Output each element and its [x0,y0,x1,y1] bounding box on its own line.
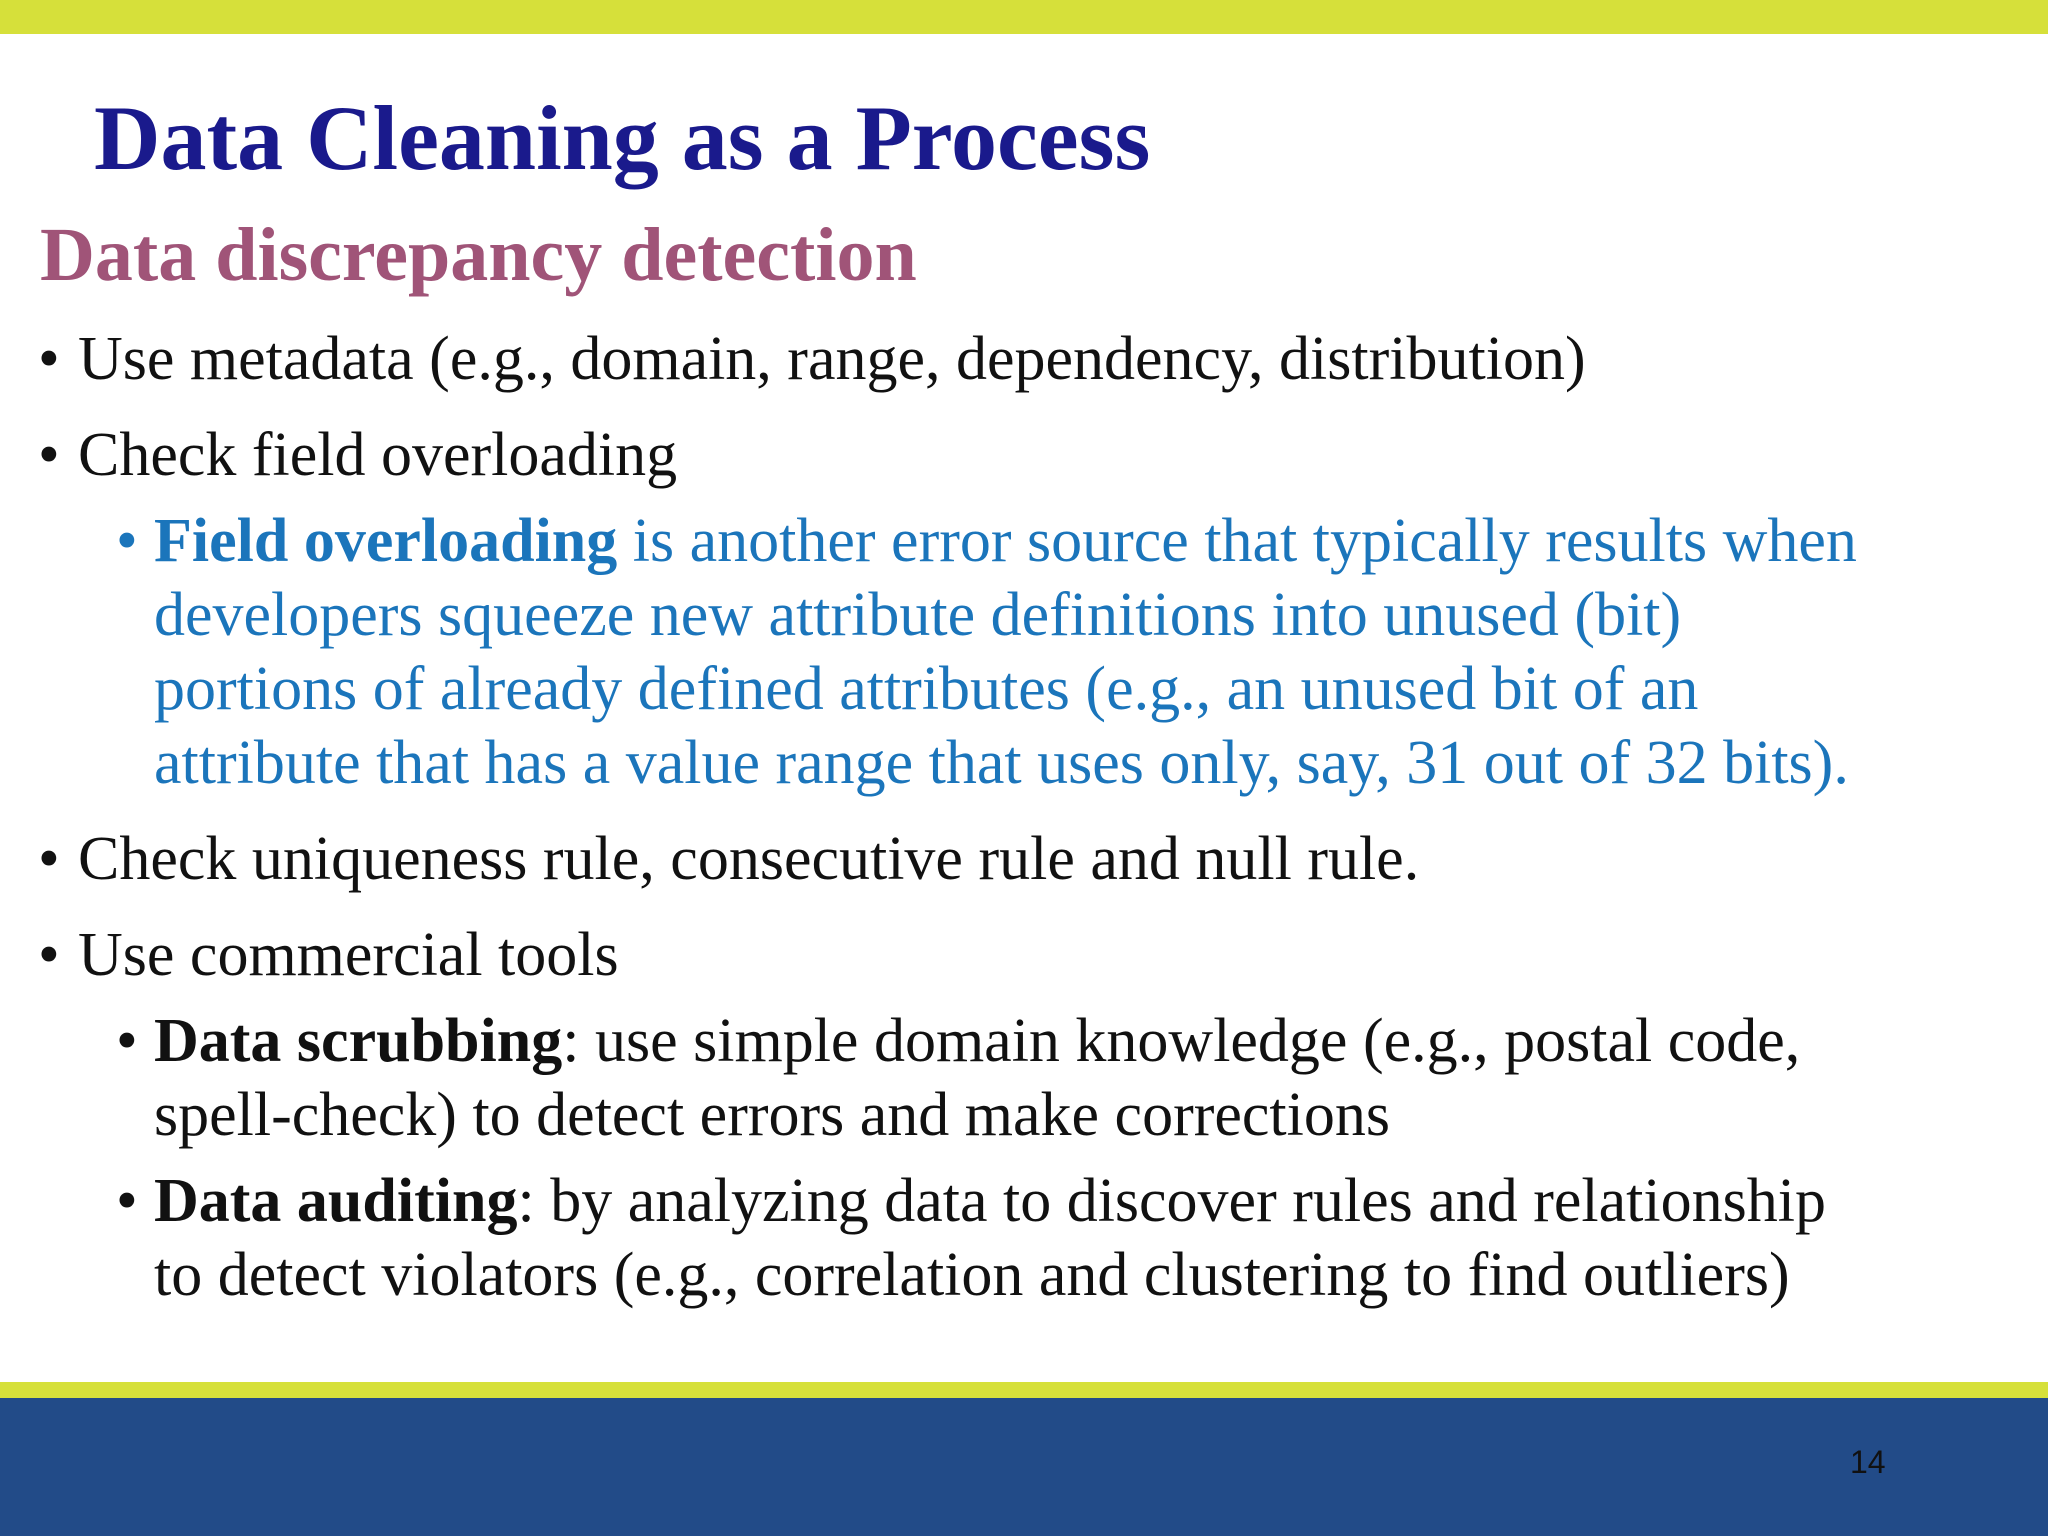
subbullet-line [154,1164,2034,1238]
bullet-text: Check uniqueness rule, consecutive rule and null rule. [78,825,1420,893]
term-field-overloading: Field overloading [154,507,618,575]
bullet-dot: • [38,921,60,989]
bullet-dot: • [38,825,60,893]
subbullet-text [154,1004,2034,1152]
subbullet-line [154,504,2034,578]
definition-text: : use simple domain knowledge (e.g., postal code, [562,1007,1801,1075]
bullet-dot: • [38,325,60,393]
subbullet-line: attribute that has a value range that uses only, say, 31 out of 32 bits). [154,729,1849,797]
footer-band [0,1398,2048,1536]
subbullet-text [154,1164,2034,1312]
section-heading: Data discrepancy detection [40,213,917,297]
bullet-text: Check field overloading [78,421,678,489]
subbullet-line: portions of already defined attributes (e.g., an unused bit of an [154,655,1699,723]
term-data-auditing: Data auditing [154,1167,518,1235]
subbullet-line: developers squeeze new attribute definitions into unused (bit) [154,581,1682,649]
subbullet-line [154,1004,2034,1078]
bullet-text: Use commercial tools [78,921,619,989]
bullet-dot: • [116,507,138,575]
bullet-dot: • [116,1007,138,1075]
definition-text: is another error source that typically results when [617,507,1857,575]
subbullet-line: to detect violators (e.g., correlation and clustering to find outliers) [154,1241,1790,1309]
subbullet-text [154,504,2034,800]
footer-accent-stripe [0,1382,2048,1398]
definition-text: : by analyzing data to discover rules and relationship [517,1167,1826,1235]
slide-title: Data Cleaning as a Process [94,87,1151,189]
top-accent-bar [0,0,2048,34]
bullet-dot: • [38,421,60,489]
term-data-scrubbing: Data scrubbing [154,1007,563,1075]
bullet-dot: • [116,1167,138,1235]
bullet-text: Use metadata (e.g., domain, range, dependency, distribution) [78,325,1586,393]
page-number: 14 [1850,1444,1886,1480]
subbullet-line: spell-check) to detect errors and make corrections [154,1081,1390,1149]
